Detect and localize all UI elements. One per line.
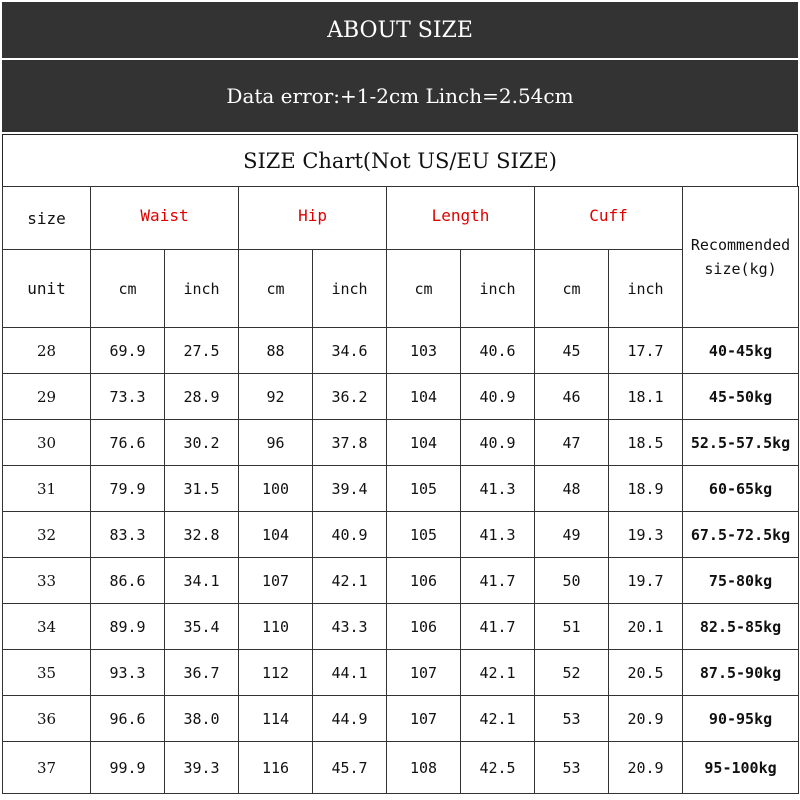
table-row — [3, 328, 799, 374]
size-cell: 30 — [3, 420, 91, 466]
cuff-header: Cuff — [535, 187, 683, 250]
measurement-cell: 43.3 — [313, 604, 387, 650]
measurement-cell: 49 — [535, 512, 609, 558]
measurement-cell: 37.8 — [313, 420, 387, 466]
size-table — [2, 186, 799, 794]
measurement-cell: 53 — [535, 742, 609, 794]
measurement-cell: 107 — [239, 558, 313, 604]
measurement-cell: 41.3 — [461, 466, 535, 512]
measurement-cell: 19.7 — [609, 558, 683, 604]
measurement-cell: 42.5 — [461, 742, 535, 794]
measurement-cell: 88 — [239, 328, 313, 374]
measurement-cell: 44.9 — [313, 696, 387, 742]
measurement-cell: 34.6 — [313, 328, 387, 374]
recommended-size-cell: 60-65kg — [683, 466, 799, 512]
recommended-size-cell: 95-100kg — [683, 742, 799, 794]
recommended-size-cell: 90-95kg — [683, 696, 799, 742]
data-error-banner — [2, 60, 798, 132]
measurement-cell: 52 — [535, 650, 609, 696]
measurement-cell: 96.6 — [91, 696, 165, 742]
size-cell: 31 — [3, 466, 91, 512]
measurement-cell: 39.4 — [313, 466, 387, 512]
measurement-cell: 17.7 — [609, 328, 683, 374]
measurement-cell: 41.7 — [461, 604, 535, 650]
recommended-header-line2: size(kg) — [704, 260, 777, 278]
recommended-size-cell: 67.5-72.5kg — [683, 512, 799, 558]
waist-header: Waist — [91, 187, 239, 250]
measurement-cell: 114 — [239, 696, 313, 742]
measurement-cell: 89.9 — [91, 604, 165, 650]
table-row — [3, 742, 799, 794]
measurement-cell: 20.5 — [609, 650, 683, 696]
measurement-cell: 40.9 — [313, 512, 387, 558]
unit-header-cell: inch — [461, 250, 535, 328]
measurement-cell: 83.3 — [91, 512, 165, 558]
recommended-size-cell: 40-45kg — [683, 328, 799, 374]
table-row — [3, 604, 799, 650]
measurement-cell: 103 — [387, 328, 461, 374]
table-row — [3, 650, 799, 696]
measurement-cell: 46 — [535, 374, 609, 420]
size-cell: 32 — [3, 512, 91, 558]
measurement-cell: 73.3 — [91, 374, 165, 420]
measurement-cell: 106 — [387, 558, 461, 604]
measurement-cell: 51 — [535, 604, 609, 650]
length-header: Length — [387, 187, 535, 250]
recommended-size-cell: 75-80kg — [683, 558, 799, 604]
unit-header: unit — [3, 250, 91, 328]
measurement-cell: 47 — [535, 420, 609, 466]
hip-header: Hip — [239, 187, 387, 250]
size-cell: 28 — [3, 328, 91, 374]
size-cell: 35 — [3, 650, 91, 696]
table-row — [3, 558, 799, 604]
measurement-cell: 99.9 — [91, 742, 165, 794]
measurement-cell: 19.3 — [609, 512, 683, 558]
table-row — [3, 466, 799, 512]
measurement-cell: 40.6 — [461, 328, 535, 374]
measurement-cell: 36.2 — [313, 374, 387, 420]
size-cell: 37 — [3, 742, 91, 794]
unit-header-cell: cm — [239, 250, 313, 328]
measurement-cell: 107 — [387, 650, 461, 696]
measurement-cell: 76.6 — [91, 420, 165, 466]
size-cell: 36 — [3, 696, 91, 742]
unit-header-cell: cm — [535, 250, 609, 328]
measurement-cell: 20.9 — [609, 742, 683, 794]
size-header: size — [3, 187, 91, 250]
measurement-cell: 42.1 — [461, 650, 535, 696]
measurement-cell: 110 — [239, 604, 313, 650]
header-row-groups — [3, 187, 799, 250]
measurement-cell: 112 — [239, 650, 313, 696]
measurement-cell: 18.1 — [609, 374, 683, 420]
measurement-cell: 41.7 — [461, 558, 535, 604]
size-chart-title: SIZE Chart(Not US/EU SIZE) — [243, 148, 557, 173]
measurement-cell: 42.1 — [313, 558, 387, 604]
measurement-cell: 69.9 — [91, 328, 165, 374]
about-size-title: ABOUT SIZE — [327, 17, 473, 43]
header-row-units — [3, 250, 799, 328]
measurement-cell: 116 — [239, 742, 313, 794]
measurement-cell: 40.9 — [461, 420, 535, 466]
measurement-cell: 104 — [387, 374, 461, 420]
measurement-cell: 92 — [239, 374, 313, 420]
measurement-cell: 44.1 — [313, 650, 387, 696]
measurement-cell: 20.9 — [609, 696, 683, 742]
measurement-cell: 53 — [535, 696, 609, 742]
measurement-cell: 28.9 — [165, 374, 239, 420]
measurement-cell: 32.8 — [165, 512, 239, 558]
measurement-cell: 108 — [387, 742, 461, 794]
unit-header-cell: cm — [91, 250, 165, 328]
measurement-cell: 104 — [239, 512, 313, 558]
table-row — [3, 696, 799, 742]
measurement-cell: 27.5 — [165, 328, 239, 374]
recommended-size-cell: 87.5-90kg — [683, 650, 799, 696]
recommended-size-cell: 52.5-57.5kg — [683, 420, 799, 466]
table-row — [3, 512, 799, 558]
unit-header-cell: inch — [609, 250, 683, 328]
measurement-cell: 79.9 — [91, 466, 165, 512]
measurement-cell: 30.2 — [165, 420, 239, 466]
measurement-cell: 45 — [535, 328, 609, 374]
size-chart-title-bar — [2, 134, 798, 186]
measurement-cell: 35.4 — [165, 604, 239, 650]
recommended-size-cell: 45-50kg — [683, 374, 799, 420]
measurement-cell: 36.7 — [165, 650, 239, 696]
measurement-cell: 104 — [387, 420, 461, 466]
measurement-cell: 18.9 — [609, 466, 683, 512]
about-size-banner — [2, 2, 798, 58]
measurement-cell: 45.7 — [313, 742, 387, 794]
measurement-cell: 107 — [387, 696, 461, 742]
measurement-cell: 106 — [387, 604, 461, 650]
measurement-cell: 18.5 — [609, 420, 683, 466]
measurement-cell: 34.1 — [165, 558, 239, 604]
table-row — [3, 374, 799, 420]
unit-header-cell: inch — [313, 250, 387, 328]
size-cell: 29 — [3, 374, 91, 420]
measurement-cell: 48 — [535, 466, 609, 512]
recommended-size-cell: 82.5-85kg — [683, 604, 799, 650]
recommended-size-header — [683, 187, 799, 328]
measurement-cell: 20.1 — [609, 604, 683, 650]
measurement-cell: 39.3 — [165, 742, 239, 794]
measurement-cell: 105 — [387, 512, 461, 558]
size-cell: 33 — [3, 558, 91, 604]
measurement-cell: 96 — [239, 420, 313, 466]
measurement-cell: 31.5 — [165, 466, 239, 512]
measurement-cell: 42.1 — [461, 696, 535, 742]
measurement-cell: 93.3 — [91, 650, 165, 696]
table-row — [3, 420, 799, 466]
measurement-cell: 41.3 — [461, 512, 535, 558]
measurement-cell: 105 — [387, 466, 461, 512]
unit-header-cell: cm — [387, 250, 461, 328]
unit-header-cell: inch — [165, 250, 239, 328]
recommended-header-line1: Recommended — [690, 236, 791, 254]
measurement-cell: 86.6 — [91, 558, 165, 604]
measurement-cell: 40.9 — [461, 374, 535, 420]
size-cell: 34 — [3, 604, 91, 650]
measurement-cell: 50 — [535, 558, 609, 604]
measurement-cell: 100 — [239, 466, 313, 512]
data-error-note: Data error:+1-2cm Linch=2.54cm — [226, 84, 574, 108]
measurement-cell: 38.0 — [165, 696, 239, 742]
